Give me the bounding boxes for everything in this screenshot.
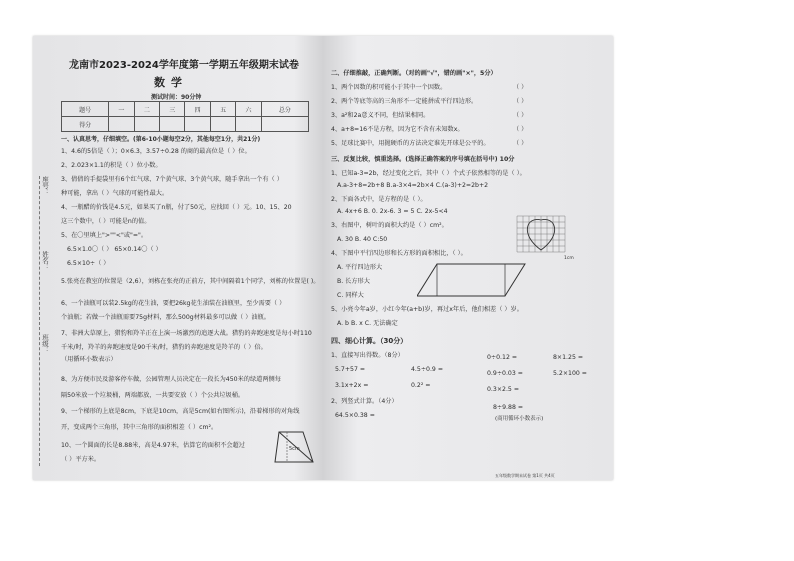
judge-item: 3、a²和2a意义不同，但结果相同。 xyxy=(331,112,430,119)
calc-item: 5.2×100 = xyxy=(553,370,587,377)
score-table xyxy=(61,101,309,132)
question-line: 2、2.023×1.1的积是（ ）位小数。 xyxy=(61,162,162,169)
score-header-cell: 四 xyxy=(185,102,210,117)
question-line: 开，变成两个三角形，其中三角形的面积相差（ ）cm²。 xyxy=(61,424,218,431)
question-line: 6.5×1.0〇（ ） 65×0.14〇（ ） xyxy=(67,246,162,253)
calc-item: 3.1x+2x = xyxy=(335,382,369,389)
question-line: 3、倩倩的手提袋里有6个红气球、7个黄气球、3个黄气球，随手拿出一个有（ ） xyxy=(61,176,283,183)
choice-question: 5、小亮今年a岁，小红今年(a+b)岁，再过x年后，他们相差（ ）岁。 xyxy=(331,306,523,313)
question-line: 5、在〇里填上">""<"或"="。 xyxy=(61,232,148,239)
page-footer: 五年级数学期末试卷 第1页 共4页 xyxy=(495,473,555,478)
section-2-heading: 二、仔细推敲，正确判断。（对的画"√"，错的画"×"，5分） xyxy=(331,70,497,77)
calc-item: 0.9÷0.03 = xyxy=(487,370,523,377)
answer-paren[interactable]: （ ） xyxy=(513,98,528,105)
judge-item: 5、足球比赛中，用抛硬币的方法决定谁先开球是公平的。 xyxy=(331,140,490,147)
score-header-cell: 五 xyxy=(210,102,235,117)
answer-paren[interactable]: （ ） xyxy=(513,126,528,133)
binding-line xyxy=(39,176,40,466)
score-header-cell: 题号 xyxy=(62,102,109,117)
score-cell[interactable] xyxy=(236,117,261,132)
judge-item: 2、两个等底等高的三角形不一定能拼成平行四边形。 xyxy=(331,98,478,105)
score-header-cell: 六 xyxy=(236,102,261,117)
leaf-grid-figure xyxy=(515,214,577,262)
choice-option: A. 平行四边形大 xyxy=(337,264,383,271)
question-line: 种可能，拿出（ ）气球的可能性最大。 xyxy=(61,190,169,197)
trapezoid-height-label: 5cm xyxy=(289,446,300,452)
question-line: 6.5×10÷（ ） xyxy=(67,260,110,267)
trapezoid-figure xyxy=(273,428,317,468)
exam-paper xyxy=(33,36,613,480)
choice-option: C. 同样大 xyxy=(337,292,364,299)
subject-title: 数学 xyxy=(154,76,188,89)
choice-question: 1、已知a-3=2b，经过变化之后，其中（ ）个式子依然相等的是（ ）。 xyxy=(331,170,526,177)
exam-title: 龙南市2023-2024学年度第一学期五年级期末试卷 xyxy=(69,60,299,71)
question-line: 隔50米放一个垃圾桶，两端都放，一共要安放（ ）个公共垃圾桶。 xyxy=(61,392,245,399)
vertical-calc-item: 64.5×0.38 = xyxy=(335,412,375,419)
test-time: 测试时间：90分钟 xyxy=(151,94,202,101)
grid-scale-label: 1cm xyxy=(564,256,574,261)
choice-option: B. 长方形大 xyxy=(337,278,370,285)
calc-item: 5.7+57 = xyxy=(335,366,366,373)
parallelogram-rectangle-figure xyxy=(417,260,527,300)
question-line: 个油瓶；若做一个油瓶需要75g材料，那么500g材料最多可以做（ ）油瓶。 xyxy=(61,314,270,321)
score-cell[interactable] xyxy=(185,117,210,132)
score-row-label: 得分 xyxy=(62,117,109,132)
choice-question: 4、下图中平行四边形和长方形的面积相比，（ ）。 xyxy=(331,250,467,257)
vertical-calc-title: 2、列竖式计算。（4分） xyxy=(331,398,398,405)
score-header-cell: 二 xyxy=(134,102,159,117)
choice-options: A. b B. x C. 无法确定 xyxy=(337,320,398,327)
score-header-cell: 三 xyxy=(160,102,185,117)
calc-item: 0.3×2.5 = xyxy=(487,386,520,393)
question-line: 这三个数中，（ ）可能是n的值。 xyxy=(61,218,151,225)
choice-options: A. 30 B. 40 C:50 xyxy=(337,236,388,243)
score-value-row xyxy=(62,117,309,132)
calc-title: 1、直接写出得数。（8分） xyxy=(331,352,404,359)
answer-paren[interactable]: （ ） xyxy=(513,84,528,91)
seat-label: 座号： xyxy=(41,176,49,196)
question-line: 9、一个梯形的上底是8cm，下底是10cm，高是5cm(如右图所示)，沿着梯形的对角线 xyxy=(61,408,300,415)
score-header-cell: 总分 xyxy=(261,102,308,117)
question-line: 千米/时，羚羊的奔跑速度是90千米/时，猎豹的奔跑速度是羚羊的（ ）倍。 xyxy=(61,344,267,351)
question-line: 7、非洲大草原上，猎豹和羚羊正在上演一场激烈的追逐大战。猎豹的奔跑速度是每小时110 xyxy=(61,330,312,337)
question-line: （用循环小数表示） xyxy=(61,356,117,363)
question-line: 10、一个圆面的长是8.88米，高是4.97米，估算它的面积不会超过 xyxy=(61,442,245,449)
question-line: 5.张亮在教室的位置是（2,6），刘栋在张亮的正前方，其中间隔着1个同学，刘栋的位置是( )。 xyxy=(61,278,320,285)
choice-options: A.a-3+8=2b+8 B.a-3×4=2b×4 C.(a-3)+2=2b+2 xyxy=(337,182,489,189)
right-page xyxy=(325,36,613,480)
question-line: 4、一瓶醋的价钱是4.5元，如果买了n瓶，付了50元，应找回（ ）元。10、15、20 xyxy=(61,204,292,211)
score-cell[interactable] xyxy=(109,117,134,132)
vertical-calc-item: 8÷9.88 = xyxy=(493,404,524,411)
score-cell[interactable] xyxy=(210,117,235,132)
section-1-heading: 一、认真思考，仔细填空。(第6-10小题每空2分，其他每空1分，共21分) xyxy=(61,136,261,143)
answer-paren[interactable]: （ ） xyxy=(513,140,528,147)
question-line: 1、4.6的5倍是（ ）；0×6.3，3.57÷0.28 的商的最高位是（ ）位。 xyxy=(61,148,251,155)
left-page xyxy=(33,36,321,480)
calc-item: 0.2² = xyxy=(411,382,431,389)
vertical-calc-note: (商用循环小数表示) xyxy=(495,416,544,422)
question-line: 8、为方便市民及游客停车做，公园管理人员决定在一段长为450米的绿道两侧每 xyxy=(61,376,281,383)
name-label: 姓名： xyxy=(41,251,49,271)
calc-item: 8×1.25 = xyxy=(553,354,584,361)
calc-item: 4.5÷0.9 = xyxy=(411,366,444,373)
score-cell[interactable] xyxy=(261,117,308,132)
section-4-heading: 四、细心计算。（30分） xyxy=(331,337,408,345)
score-cell[interactable] xyxy=(134,117,159,132)
choice-question: 3、右图中，树叶的面积大约是（ ）cm²。 xyxy=(331,222,448,229)
section-3-heading: 三、反复比较，慎重选择。(选择正确答案的序号填在括号中) 10分 xyxy=(331,156,515,163)
score-header-row xyxy=(62,102,309,117)
choice-options: A. 4x+6 B. 0. 2x-6. 3 = 5 C. 2x-5<4 xyxy=(337,208,448,215)
score-cell[interactable] xyxy=(160,117,185,132)
judge-item: 1、两个因数的积可能小于其中一个因数。 xyxy=(331,84,447,91)
choice-question: 2、下面各式中，是方程的是（ ）。 xyxy=(331,196,427,203)
class-label: 班级： xyxy=(41,334,49,354)
question-line: （ ）平方米。 xyxy=(61,456,101,463)
question-line: 6、一个油瓶可以装2.5kg的花生油，要把26kg花生油装在油瓶里，至少需要（ ） xyxy=(61,300,286,307)
answer-paren[interactable]: （ ） xyxy=(513,112,528,119)
calc-item: 0÷0.12 = xyxy=(487,354,518,361)
judge-item: 4、a+8=16不是方程，因为它不含有未知数x。 xyxy=(331,126,464,133)
score-header-cell: 一 xyxy=(109,102,134,117)
